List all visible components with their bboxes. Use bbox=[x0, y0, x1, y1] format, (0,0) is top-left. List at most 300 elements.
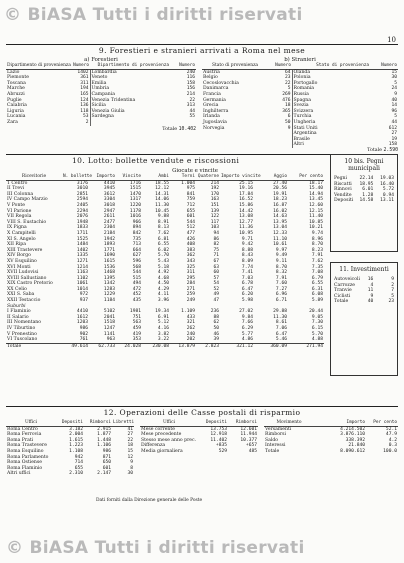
table-cell: Venezia Tridentina bbox=[90, 98, 170, 104]
table-cell: 18 bbox=[127, 443, 133, 449]
table-cell: 11.40 bbox=[309, 214, 323, 220]
table-cell: 477 bbox=[186, 230, 195, 236]
table-cell: Sardegna bbox=[90, 114, 170, 120]
table-cell: 4.29 bbox=[157, 286, 169, 292]
table-cell: 118 bbox=[80, 108, 89, 114]
table-cell: 986 bbox=[102, 448, 111, 454]
table-cell: 1.108 bbox=[69, 448, 83, 454]
table-cell: Roma Prati bbox=[7, 437, 34, 443]
table-cell: 192 bbox=[210, 186, 219, 192]
table-cell: 96 bbox=[391, 108, 397, 114]
table-cell: 3.876.110 bbox=[340, 432, 365, 438]
table-cell: 12.601 bbox=[240, 426, 257, 432]
column-header: Uffici bbox=[6, 420, 56, 426]
table-cell: 7.06 bbox=[275, 326, 287, 332]
table-cell: Germania bbox=[203, 97, 226, 103]
table-cell: 6.02 bbox=[157, 247, 169, 253]
table-cell: 311 bbox=[80, 80, 89, 86]
table-cell: 7.91 bbox=[311, 253, 323, 259]
table-row bbox=[333, 198, 395, 204]
table-cell: 408 bbox=[186, 242, 195, 248]
pegni-table bbox=[333, 176, 395, 204]
table-cell: Austria bbox=[203, 69, 220, 75]
table-cell: 39 bbox=[213, 337, 219, 343]
table-cell: 10.377 bbox=[240, 437, 257, 443]
column-header: Importo vincite bbox=[221, 174, 261, 179]
table-cell: 12.77 bbox=[239, 219, 253, 225]
table-cell: 236 bbox=[210, 309, 219, 315]
table-cell: 5 bbox=[394, 80, 397, 86]
watermark-top: © BiASA Tutti i diritti riservati bbox=[4, 5, 303, 25]
table-cell: 2294 bbox=[76, 208, 88, 214]
table-cell: 6.47 bbox=[241, 286, 253, 292]
table-cell: 902 bbox=[79, 331, 88, 337]
column-header: Quaterne bbox=[197, 174, 219, 179]
table-cell: 17.84 bbox=[239, 191, 253, 197]
table-cell: 361 bbox=[80, 75, 89, 81]
table-cell: 29.88 bbox=[273, 309, 287, 315]
table-cell: Russia bbox=[292, 92, 370, 98]
table-cell: 9.71 bbox=[241, 236, 253, 242]
total-cell: 24.028 bbox=[124, 343, 141, 349]
table-cell: 9.42 bbox=[241, 242, 253, 248]
table-cell: 1536 bbox=[103, 264, 115, 270]
table-cell: 1771 bbox=[103, 247, 115, 253]
table-cell: 751 bbox=[132, 314, 141, 320]
table-cell: 1.004 bbox=[181, 180, 195, 186]
table-cell: 136 bbox=[80, 103, 89, 109]
table-cell: 18.95 bbox=[359, 181, 374, 187]
table-cell: 271 bbox=[186, 286, 195, 292]
table-cell: 10.85 bbox=[309, 219, 323, 225]
table-cell: Roma Centro bbox=[7, 426, 38, 432]
table-cell: 343 bbox=[186, 258, 195, 264]
table-cell: 5 bbox=[287, 86, 291, 92]
table-cell: 44 bbox=[189, 108, 195, 114]
table-cell: 7.91 bbox=[275, 275, 287, 281]
section-title: 12. Operazioni delle Casse postali di risparmio bbox=[103, 408, 301, 417]
table-cell: 2405 bbox=[76, 202, 88, 208]
table-cell: Mese corrente bbox=[141, 426, 175, 432]
table-cell: 6.55 bbox=[157, 242, 169, 248]
table-cell: 202 bbox=[186, 337, 195, 343]
casse-movimento-table bbox=[264, 420, 398, 455]
table-cell: 64 bbox=[284, 69, 291, 75]
table-cell: 1470 bbox=[129, 191, 141, 197]
table-cell: 30 bbox=[127, 471, 133, 477]
table-cell: 8 bbox=[130, 465, 133, 471]
table-cell: 11.402 bbox=[210, 437, 227, 443]
table-cell: 937 bbox=[79, 298, 88, 304]
table-cell: XVII Ludovisi bbox=[7, 270, 39, 276]
table-cell: VIII S. Eustachio bbox=[7, 219, 47, 225]
table-cell: XXII Testaccio bbox=[7, 298, 41, 304]
column-header: N. bollette bbox=[63, 174, 93, 179]
table-cell: Zara bbox=[7, 119, 18, 125]
table-cell: 10.95 bbox=[239, 230, 253, 236]
table-cell: 1948 bbox=[76, 219, 88, 225]
column-header: Importo bbox=[89, 174, 116, 180]
table-cell: Cecoslovacchia bbox=[203, 80, 239, 86]
table-cell: 94 bbox=[213, 230, 219, 236]
table-cell: 22 bbox=[284, 80, 291, 86]
table-cell: Totale bbox=[265, 448, 280, 454]
table-cell: 1283 bbox=[103, 286, 115, 292]
table-cell: 713 bbox=[132, 242, 141, 248]
total-cell: 230.08 bbox=[152, 343, 169, 349]
table-cell: 269 bbox=[282, 91, 291, 97]
table-cell: 1 Centro bbox=[7, 180, 28, 186]
table-cell: 2304 bbox=[103, 225, 115, 231]
table-cell: Brasile bbox=[292, 137, 370, 143]
table-cell: XI S. Angelo bbox=[7, 236, 36, 242]
table-cell: Jugoslavia bbox=[203, 119, 227, 125]
table-cell: 13.753 bbox=[210, 426, 227, 432]
table-cell: VI Parione bbox=[7, 208, 32, 214]
table-cell: 1395 bbox=[103, 275, 115, 281]
investimenti-table bbox=[333, 277, 395, 305]
table-cell: 1.223 bbox=[69, 443, 83, 449]
table-cell: IV Tiburtino bbox=[7, 326, 36, 332]
table-cell: 871 bbox=[102, 454, 111, 460]
table-cell: 8.32 bbox=[275, 270, 287, 276]
table-cell: 2.004 bbox=[69, 432, 83, 438]
table-cell: Umbria bbox=[90, 86, 170, 92]
table-cell: 1163 bbox=[76, 270, 88, 276]
table-cell: Puglie bbox=[7, 97, 22, 103]
total-cell: 2.823 bbox=[205, 343, 219, 349]
column-header: Depositi bbox=[56, 420, 84, 426]
table-cell: 2.310 bbox=[69, 471, 83, 477]
table-cell: 7.62 bbox=[157, 230, 169, 236]
table-cell: 52 bbox=[213, 286, 219, 292]
table-cell: 262 bbox=[186, 326, 195, 332]
table-cell: Mese precedente bbox=[141, 432, 182, 438]
table-cell: 11.944 bbox=[240, 432, 257, 438]
table-cell: 16.87 bbox=[273, 202, 287, 208]
column-header: Per cento bbox=[288, 174, 324, 180]
table-cell: 1.109 bbox=[181, 309, 195, 315]
table-cell: Portogallo bbox=[292, 81, 370, 87]
table-cell: 15.40 bbox=[309, 186, 323, 192]
table-cell: 9 bbox=[394, 91, 397, 97]
table-cell: 54 bbox=[213, 281, 219, 287]
column-header: Numero bbox=[268, 63, 292, 69]
column-header: Movimento bbox=[264, 420, 314, 426]
page-number: 10 bbox=[387, 36, 396, 44]
table-cell: 1716 bbox=[129, 180, 141, 186]
table-cell: 6.47 bbox=[275, 331, 287, 337]
table-cell: 313 bbox=[186, 103, 195, 109]
table-cell: 44 bbox=[391, 119, 397, 125]
column-header: Aggio bbox=[254, 174, 288, 180]
table-cell: Saldo bbox=[265, 437, 279, 443]
table-cell: Polonia bbox=[292, 75, 370, 81]
table-cell: 14.94 bbox=[309, 191, 323, 197]
table-cell: 9.05 bbox=[311, 314, 323, 320]
table-cell: 5.43 bbox=[157, 258, 169, 264]
table-cell: XIX Castro Pretorio bbox=[7, 281, 53, 287]
table-cell: 14.42 bbox=[239, 208, 253, 214]
table-cell: 7.66 bbox=[241, 320, 253, 326]
table-cell: 46 bbox=[213, 331, 219, 337]
table-cell: 759 bbox=[186, 197, 195, 203]
table-cell: 27.02 bbox=[239, 309, 253, 315]
table-cell: 22 bbox=[189, 97, 195, 103]
table-cell: 19.91 bbox=[273, 191, 287, 197]
table-cell: 512 bbox=[186, 225, 195, 231]
table-cell: 13.08 bbox=[239, 214, 253, 220]
table-cell bbox=[90, 120, 170, 126]
table-cell: 1690 bbox=[103, 253, 115, 259]
table-cell: 2184 bbox=[103, 230, 115, 236]
table-cell: 650 bbox=[102, 460, 111, 466]
table-cell: Svezia bbox=[292, 103, 370, 109]
table-cell: Versamenti bbox=[265, 426, 292, 432]
table-cell: 122 bbox=[210, 214, 219, 220]
table-cell: 13.11 bbox=[380, 198, 394, 204]
table-cell: II Trevi bbox=[7, 186, 25, 192]
table-cell: 47 bbox=[213, 298, 219, 304]
table-cell: 50 bbox=[284, 119, 291, 125]
table-cell: Francia bbox=[203, 91, 221, 97]
table-cell: 27.40 bbox=[273, 180, 287, 186]
table-cell: 1981 bbox=[129, 309, 141, 315]
table-cell: 544 bbox=[132, 270, 141, 276]
table-cell: 23 bbox=[388, 299, 394, 305]
table-cell: 842 bbox=[132, 230, 141, 236]
table-cell: XVI Monti bbox=[7, 264, 31, 270]
table-cell: 1220 bbox=[129, 202, 141, 208]
column-header: Importo bbox=[314, 420, 366, 426]
table-cell: Grecia bbox=[203, 103, 219, 109]
table-row bbox=[333, 187, 395, 193]
table-cell: 4.88 bbox=[311, 337, 323, 343]
table-cell: Stesso mese anno prec. bbox=[141, 437, 197, 443]
section-lotto bbox=[6, 154, 398, 404]
table-cell: 9.84 bbox=[241, 314, 253, 320]
table-cell: 2.147 bbox=[97, 471, 111, 477]
table-cell: 2.915 bbox=[97, 426, 111, 432]
table-cell: Svizzera bbox=[292, 109, 370, 115]
table-cell: 11.30 bbox=[155, 202, 169, 208]
table-cell: 24 bbox=[391, 86, 397, 92]
table-cell: 7.62 bbox=[311, 258, 323, 264]
table-cell: 1.877 bbox=[97, 432, 111, 438]
total-label: Totale bbox=[7, 343, 22, 349]
table-cell: 40 bbox=[367, 299, 374, 305]
table-cell: 1.448 bbox=[97, 437, 111, 443]
table-cell: Marche bbox=[7, 86, 25, 92]
table-cell: 1711 bbox=[76, 230, 88, 236]
table-cell: 14.58 bbox=[359, 198, 374, 204]
table-cell: Vendite bbox=[334, 192, 352, 198]
table-cell: V Ponte bbox=[7, 202, 25, 208]
table-cell: 452 bbox=[132, 292, 141, 298]
table-cell: Tranvie bbox=[334, 288, 352, 294]
table-cell: VII Regola bbox=[7, 214, 32, 220]
table-cell: 60 bbox=[213, 270, 219, 276]
table-cell: 5.12 bbox=[157, 320, 169, 326]
table-cell: 8.23 bbox=[311, 247, 323, 253]
table-cell: XIV Borgo bbox=[7, 253, 31, 259]
table-cell: 9.88 bbox=[157, 214, 169, 220]
total-cell: 62.733 bbox=[98, 343, 115, 349]
table-cell: 963 bbox=[106, 337, 115, 343]
table-cell: 8.91 bbox=[157, 219, 169, 225]
column-header: Ricevitorie bbox=[6, 174, 62, 180]
table-cell: 1402 bbox=[76, 247, 88, 253]
table-cell: 5 bbox=[391, 293, 394, 299]
table-cell: Emilia bbox=[90, 81, 170, 87]
table-cell: 433 bbox=[186, 314, 195, 320]
table-cell: XII Ripa bbox=[7, 242, 26, 248]
table-cell: XVIII Sallustiano bbox=[7, 275, 47, 281]
table-cell: 1184 bbox=[103, 298, 115, 304]
section-title: 10. Lotto: bollette vendute e riscossioni bbox=[72, 156, 240, 165]
table-cell: 47.9 bbox=[385, 432, 397, 438]
table-cell: 6.29 bbox=[241, 326, 253, 332]
table-cell: 5.77 bbox=[241, 331, 253, 337]
table-cell: 1178 bbox=[129, 208, 141, 214]
casse-uffici-table bbox=[6, 420, 134, 477]
table-cell: Roma Flaminio bbox=[7, 465, 43, 471]
table-cell: III Nomentano bbox=[7, 320, 42, 326]
table-cell: 7.03 bbox=[241, 275, 253, 281]
table-cell: 2594 bbox=[76, 197, 88, 203]
table-cell: 4 bbox=[370, 282, 374, 288]
table-cell: 419 bbox=[132, 331, 141, 337]
table-cell: Irlanda bbox=[203, 114, 220, 120]
column-header: Stato di provenienza bbox=[202, 63, 268, 69]
table-cell: 214 bbox=[186, 91, 195, 97]
table-cell: 2851 bbox=[76, 191, 88, 197]
table-cell: 1518 bbox=[103, 320, 115, 326]
column-header: Per cento bbox=[366, 420, 398, 426]
table-cell: +835 bbox=[215, 443, 227, 449]
table-cell: 5.72 bbox=[382, 187, 394, 193]
table-cell: 1484 bbox=[76, 242, 88, 248]
table-cell: 3.22 bbox=[157, 337, 169, 343]
lotto-block bbox=[6, 168, 324, 349]
total-cell: 13.879 bbox=[178, 343, 195, 349]
table-cell: Calabria bbox=[7, 103, 27, 109]
table-cell: Autoveicoli bbox=[334, 277, 360, 282]
table-cell: 2947 bbox=[103, 208, 115, 214]
column-header: Stato di provenienza bbox=[292, 63, 370, 69]
table-cell: XIII Trastevere bbox=[7, 247, 43, 253]
table-cell: 15.86 bbox=[239, 202, 253, 208]
table-cell: 124 bbox=[80, 97, 89, 103]
table-cell: 49 bbox=[213, 292, 219, 298]
table-cell: 7.35 bbox=[311, 264, 323, 270]
table-cell: XV Esquilino bbox=[7, 258, 37, 264]
table-cell: 12.15 bbox=[309, 208, 323, 214]
casse-footnote: Dati forniti dalla Direzione generale delle Poste bbox=[96, 498, 203, 503]
table-cell: 8.88 bbox=[241, 247, 253, 253]
table-cell: 4.2 bbox=[388, 437, 397, 443]
table-cell: Lucania bbox=[7, 114, 26, 120]
table-cell: 170 bbox=[210, 191, 219, 197]
table-cell: 55 bbox=[189, 114, 195, 120]
column-header: Dipartimento di provenienza bbox=[90, 63, 170, 69]
table-cell: 3.96 bbox=[157, 298, 169, 304]
table-cell: 1525 bbox=[76, 236, 88, 242]
table-cell: 19.16 bbox=[239, 186, 253, 192]
table-cell: 8.70 bbox=[311, 242, 323, 248]
table-cell: 27 bbox=[391, 131, 397, 137]
table-cell: 12 bbox=[127, 454, 133, 460]
table-cell: 16.40 bbox=[380, 181, 394, 187]
table-cell: 2 bbox=[391, 282, 394, 288]
table-cell: 459 bbox=[132, 326, 141, 332]
table-cell: 9 bbox=[370, 293, 374, 299]
table-cell: 6.15 bbox=[311, 326, 323, 332]
table-cell: 165 bbox=[80, 91, 89, 97]
table-cell: Norvegia bbox=[203, 125, 225, 131]
table-cell: Rinnovi bbox=[334, 187, 352, 193]
table-cell: Stati Uniti bbox=[292, 126, 370, 132]
table-cell: Altri bbox=[292, 142, 370, 148]
table-cell: 18.55 bbox=[155, 180, 169, 186]
table-cell: 117 bbox=[210, 219, 219, 225]
table-cell: 1014 bbox=[76, 286, 88, 292]
table-cell: 11.10 bbox=[273, 236, 287, 242]
table-cell: 8.090.612 bbox=[340, 448, 365, 454]
table-cell: 1102 bbox=[76, 275, 88, 281]
table-cell: 10.61 bbox=[273, 242, 287, 248]
table-cell: 1203 bbox=[76, 320, 88, 326]
table-cell: 62 bbox=[213, 320, 219, 326]
table-cell: 8.09 bbox=[241, 258, 253, 264]
casse-confronto-table bbox=[140, 420, 258, 455]
table-cell: 383 bbox=[186, 247, 195, 253]
table-cell: 4.50 bbox=[157, 281, 169, 287]
table-cell: 1612 bbox=[76, 314, 88, 320]
table-cell: 14.31 bbox=[155, 191, 169, 197]
lotto-table bbox=[6, 174, 324, 349]
table-cell: Venezia Giulia bbox=[90, 109, 170, 115]
table-cell: 664 bbox=[132, 247, 141, 253]
table-cell: Olanda bbox=[292, 69, 370, 75]
table-cell: 284 bbox=[186, 281, 195, 287]
table-cell: Roma Esquilino bbox=[7, 448, 44, 454]
table-cell: 5.89 bbox=[311, 298, 323, 304]
table-cell: 8.70 bbox=[275, 264, 287, 270]
table-cell: 151 bbox=[210, 202, 219, 208]
table-cell: Depositi bbox=[334, 198, 354, 204]
table-cell: 1271 bbox=[76, 258, 88, 264]
table-cell: 14 bbox=[391, 103, 397, 109]
column-header: Rimborsi bbox=[84, 420, 112, 426]
table-cell: 4.16 bbox=[157, 326, 169, 332]
table-cell: 1141 bbox=[103, 331, 115, 337]
table-cell: 50 bbox=[213, 326, 219, 332]
table-cell: 894 bbox=[132, 225, 141, 231]
table-cell: 158 bbox=[186, 80, 195, 86]
table-cell: Ungheria bbox=[292, 120, 370, 126]
subheading: Suburbi bbox=[7, 303, 26, 309]
table-cell: 568 bbox=[132, 264, 141, 270]
table-cell: 655 bbox=[186, 208, 195, 214]
table-cell: 0.94 bbox=[382, 192, 394, 198]
table-cell: Media giornaliera bbox=[141, 448, 183, 454]
table-cell: Totale bbox=[334, 299, 349, 305]
table-cell: Rimborsi bbox=[265, 432, 287, 438]
table-cell: 986 bbox=[79, 326, 88, 332]
table-cell: 12.60 bbox=[309, 202, 323, 208]
table-cell: 1.106 bbox=[97, 443, 111, 449]
